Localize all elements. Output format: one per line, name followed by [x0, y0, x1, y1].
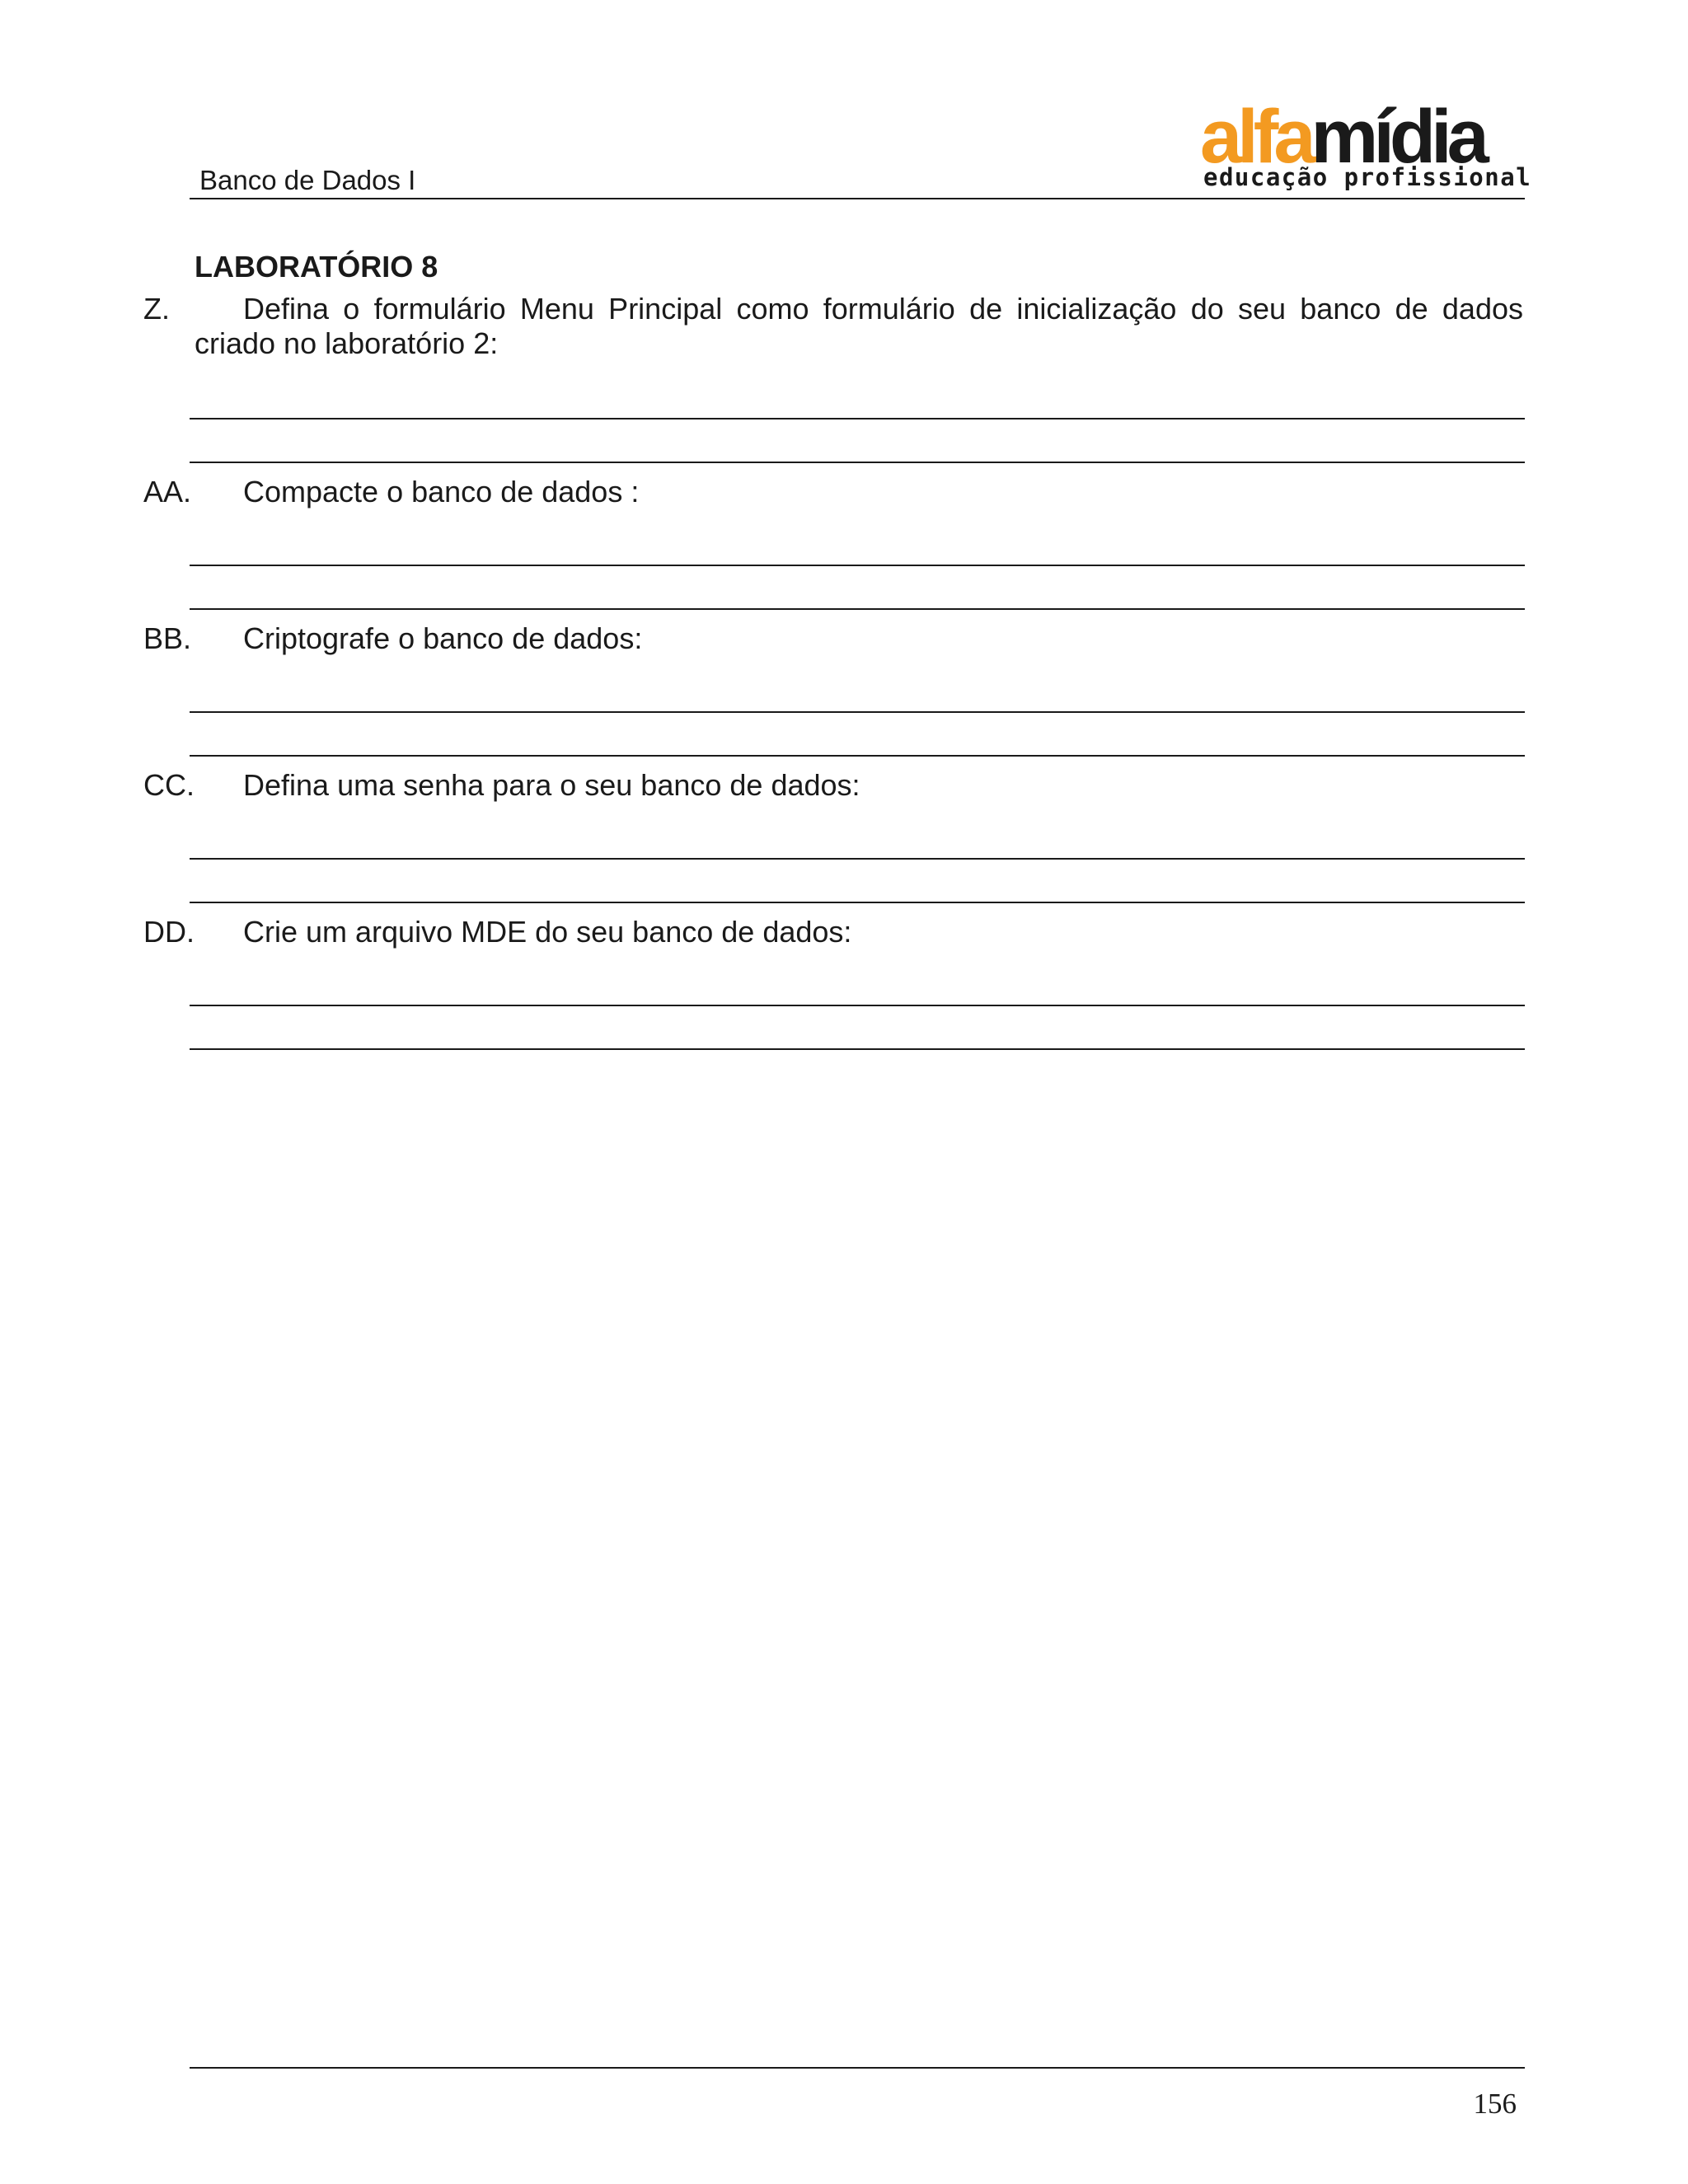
item-label-aa: AA.: [143, 475, 192, 509]
answer-line: [190, 418, 1525, 419]
logo-word-alfa: alfa: [1200, 95, 1311, 179]
header-divider: [190, 198, 1525, 199]
item-text-dd: Crie um arquivo MDE do seu banco de dados:: [243, 915, 852, 949]
item-text-cc: Defina uma senha para o seu banco de dados:: [243, 768, 860, 802]
answer-line: [190, 858, 1525, 860]
answer-line: [190, 462, 1525, 463]
answer-line: [190, 902, 1525, 903]
item-text-aa: Compacte o banco de dados :: [243, 475, 640, 509]
item-label-dd: DD.: [143, 915, 195, 949]
answer-line: [190, 711, 1525, 713]
item-label-bb: BB.: [143, 621, 192, 655]
answer-line: [190, 1005, 1525, 1006]
answer-line: [190, 1048, 1525, 1050]
course-title: Banco de Dados I: [199, 165, 416, 195]
item-text-bb: Criptografe o banco de dados:: [243, 621, 643, 655]
alfamidia-logo: [1200, 95, 1532, 193]
footer-divider: [190, 2067, 1525, 2069]
answer-line: [190, 608, 1525, 610]
lab-title: LABORATÓRIO 8: [195, 250, 438, 284]
logo-word-midia: mídia: [1311, 95, 1484, 179]
logo-tagline: educação profissional: [1203, 163, 1532, 191]
item-label-cc: CC.: [143, 768, 195, 802]
page-number: 156: [1473, 2088, 1517, 2120]
item-text-z: Defina o formulário Menu Principal como formulário de inicialização do seu banco de dados criado no laboratório 2:: [195, 292, 1523, 360]
item-label-z: Z.: [143, 292, 170, 326]
answer-line: [190, 755, 1525, 757]
answer-line: [190, 565, 1525, 566]
